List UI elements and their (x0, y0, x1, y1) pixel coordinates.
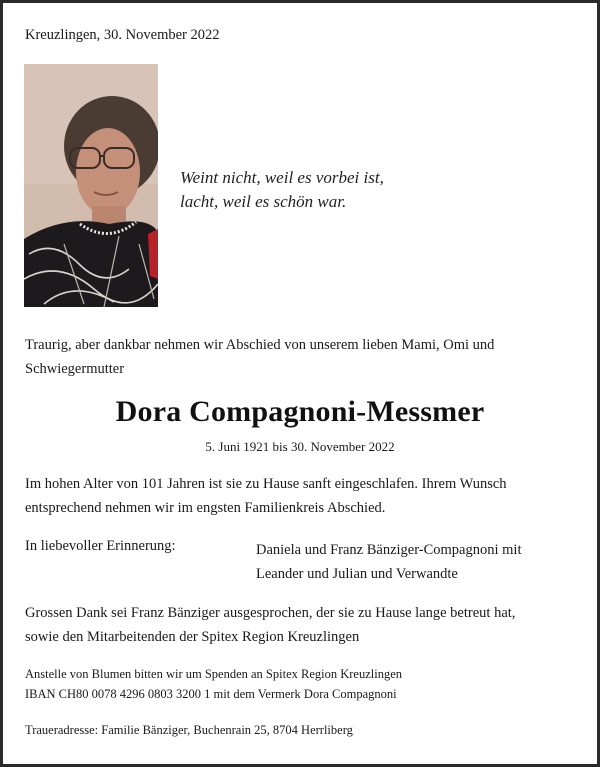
portrait-photo (24, 64, 158, 307)
passing-line-2: entsprechend nehmen wir im engsten Familienkreis Abschied. (25, 500, 386, 516)
mourners-line-1: Daniela und Franz Bänziger-Compagnoni mit (256, 542, 522, 558)
intro-line-2: Schwiegermutter (25, 361, 125, 377)
donation-iban-line: IBAN CH80 0078 4296 0803 3200 1 mit dem Vermerk Dora Compagnoni (25, 687, 397, 701)
donation-info (25, 664, 402, 704)
quote-line-2: lacht, weil es schön war. (180, 192, 347, 211)
mourners-list (256, 538, 521, 586)
place-date: Kreuzlingen, 30. November 2022 (25, 27, 220, 43)
mourners-line-2: Leander und Julian und Verwandte (256, 566, 458, 582)
thanks-line-1: Grossen Dank sei Franz Bänziger ausgesprochen, der sie zu Hause lange betreut hat, (25, 605, 516, 621)
intro-line-1: Traurig, aber dankbar nehmen wir Abschied von unserem lieben Mami, Omi und (25, 337, 495, 353)
life-dates: 5. Juni 1921 bis 30. November 2022 (205, 439, 395, 454)
intro-text (25, 333, 565, 381)
thanks-text (25, 601, 580, 649)
memory-label: In liebevoller Erinnerung: (25, 538, 176, 554)
quote-line-1: Weint nicht, weil es vorbei ist, (180, 168, 384, 187)
deceased-name: Dora Compagnoni-Messmer (115, 395, 485, 428)
passing-text (25, 472, 570, 520)
mourning-address: Traueradresse: Familie Bänziger, Buchenrain 25, 8704 Herrliberg (25, 723, 353, 737)
passing-line-1: Im hohen Alter von 101 Jahren ist sie zu Hause sanft eingeschlafen. Ihrem Wunsch (25, 476, 507, 492)
memorial-quote (180, 166, 384, 214)
donation-line-1: Anstelle von Blumen bitten wir um Spenden an Spitex Region Kreuzlingen (25, 667, 403, 681)
thanks-line-2: sowie den Mitarbeitenden der Spitex Region Kreuzlingen (25, 629, 360, 645)
